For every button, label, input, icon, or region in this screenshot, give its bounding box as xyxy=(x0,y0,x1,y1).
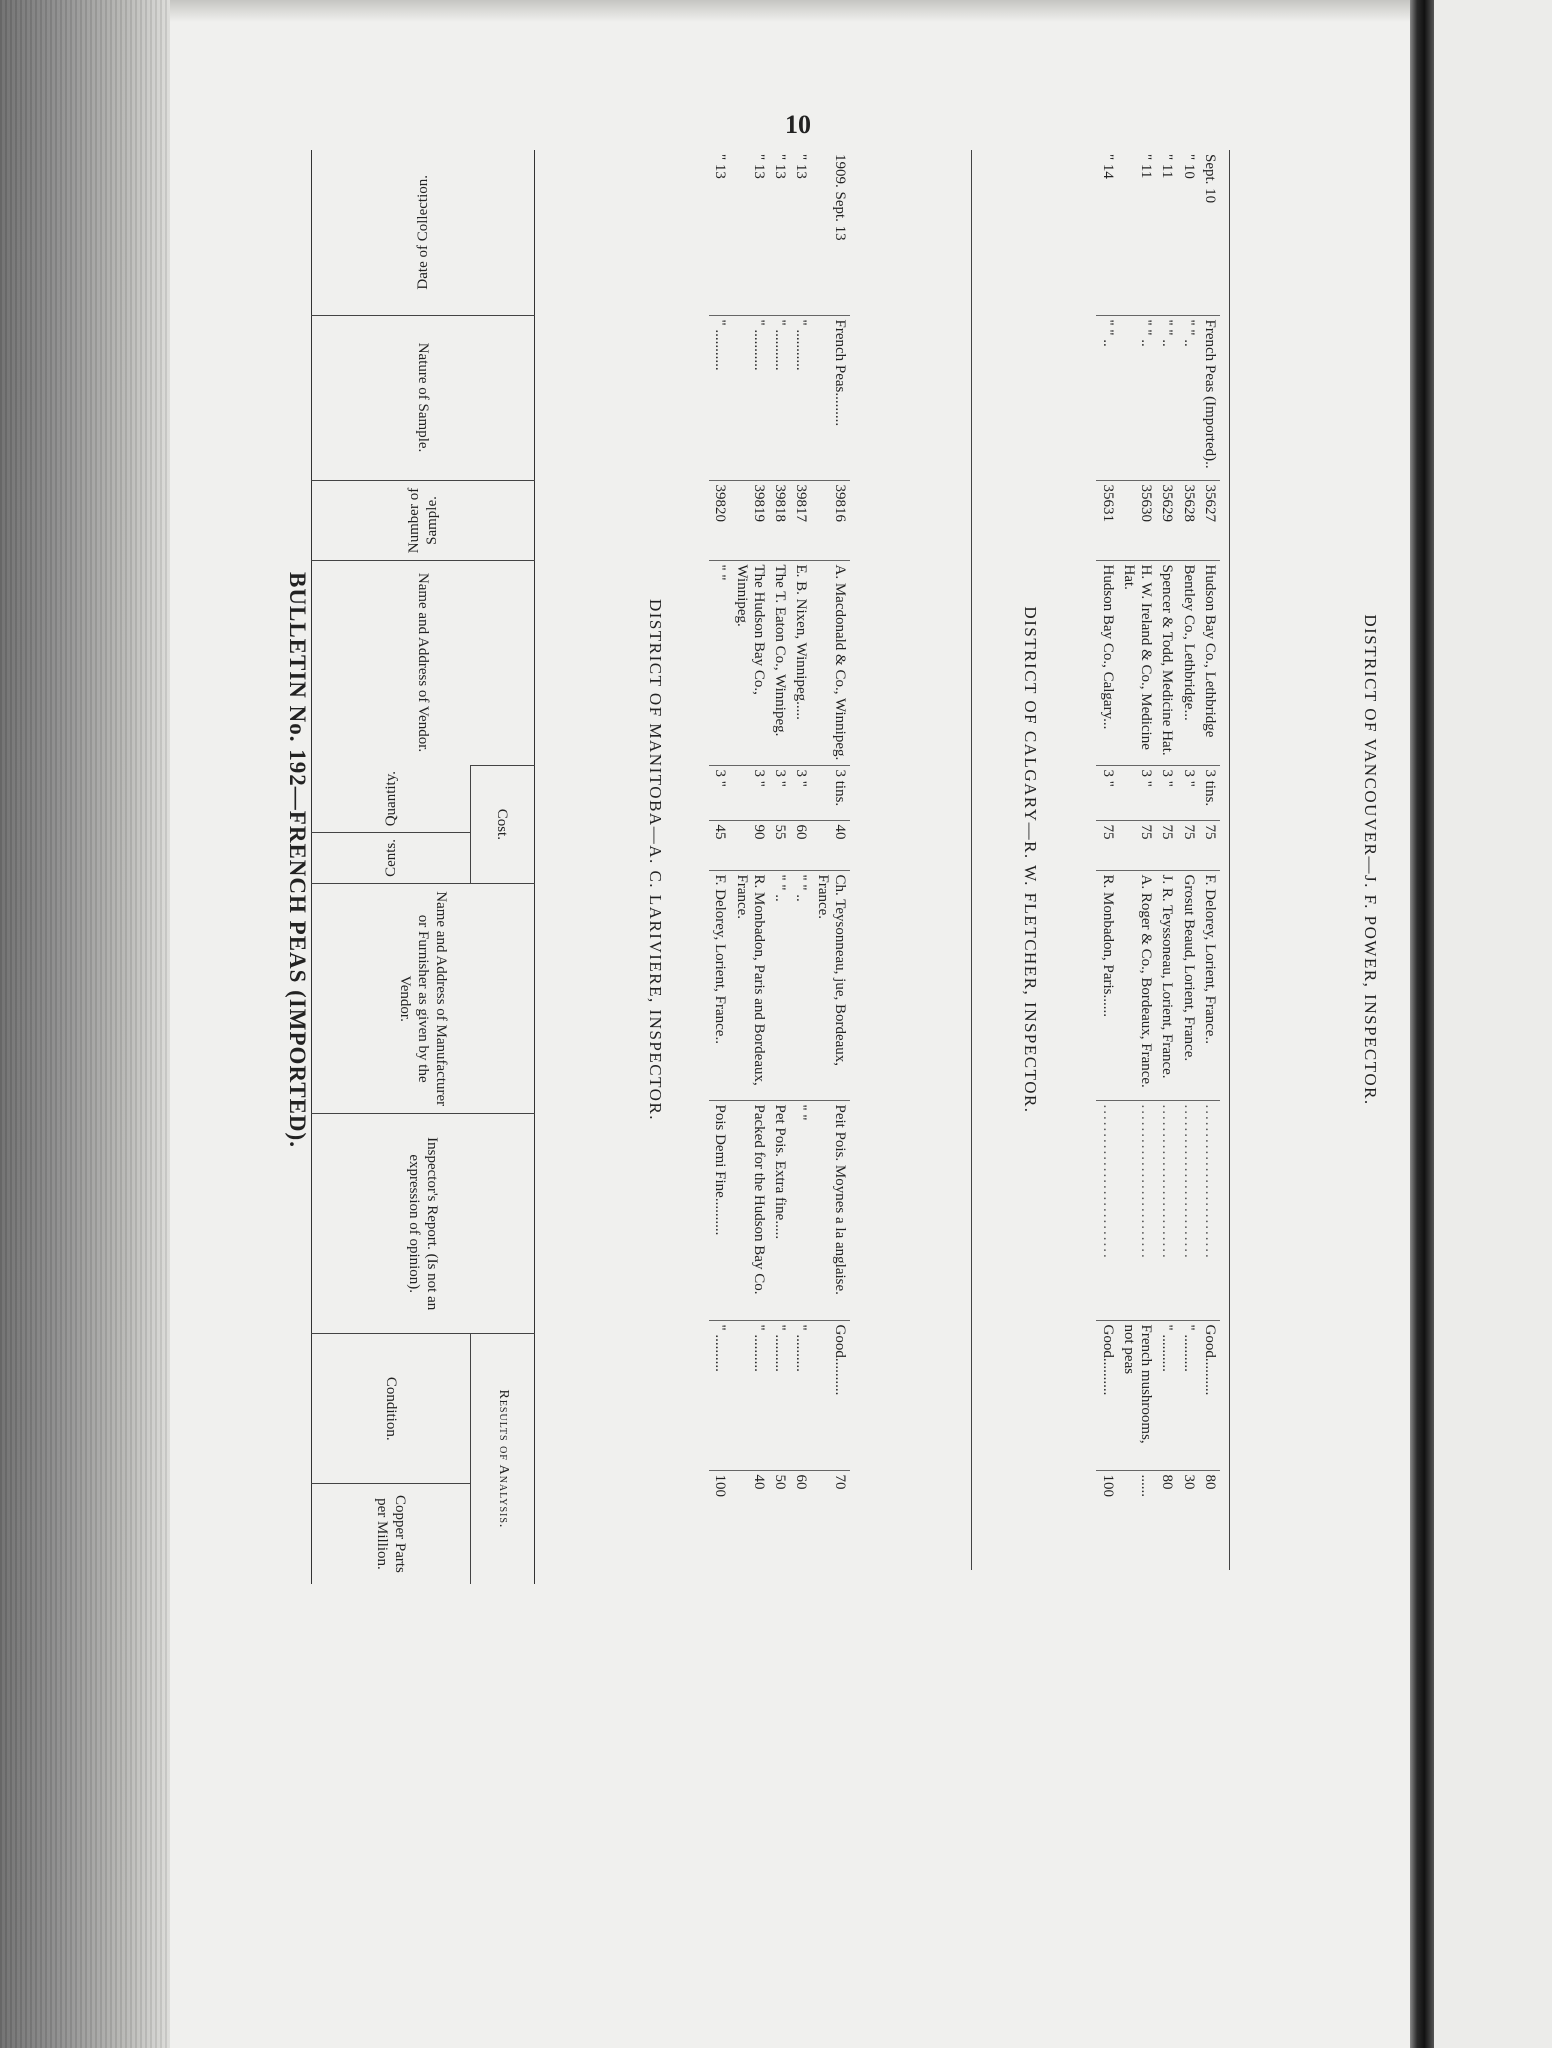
cell-cents: 75 xyxy=(1199,820,1220,870)
table-row xyxy=(1178,150,1199,1570)
cell-vendor: Hudson Bay Co., Lethbridge xyxy=(1199,560,1220,765)
cell-quantity: 3 tins. xyxy=(812,765,851,820)
cell-nature: French Peas (Imported).. xyxy=(1199,315,1220,480)
cell-manufacturer: Grosut Beaud, Lorient, France. xyxy=(1178,870,1199,1100)
table-row xyxy=(1097,150,1118,1570)
cell-vendor: A. Macdonald & Co., Winnipeg. xyxy=(812,560,851,765)
header-report: Inspector's Report. (Is not an expression of opinion). xyxy=(312,1114,535,1334)
cell-report: Pet Pois. Extra fine..... xyxy=(769,1100,790,1320)
cell-report: ........................... xyxy=(1097,1100,1118,1320)
cell-copper: 70 xyxy=(812,1470,851,1570)
cell-date: " 13 xyxy=(772,154,789,179)
cell-quantity: 3 " xyxy=(709,765,730,820)
cell-condition: " .......... xyxy=(790,1320,811,1470)
cell-date: " 13 xyxy=(712,154,729,179)
book-spine-shadow xyxy=(1410,0,1434,2048)
cell-nature: " ........... xyxy=(769,315,790,480)
cell-copper: 60 xyxy=(790,1470,811,1570)
cell-vendor: H. W. Ireland & Co., Medicine Hat. xyxy=(1118,560,1157,765)
cell-cents: 75 xyxy=(1178,820,1199,870)
table-row xyxy=(790,150,811,1570)
footer-district-heading: DISTRICT OF VANCOUVER—J. F. POWER, INSPECTOR. xyxy=(1361,614,1380,1106)
table-row xyxy=(709,150,730,1570)
cell-date: 1909. Sept. 13 xyxy=(832,154,848,241)
cell-manufacturer: R. Monbadon, Paris and Bordeaux, France. xyxy=(731,870,770,1100)
cell-report: ........................... xyxy=(1156,1100,1177,1320)
cell-nature: " " .. xyxy=(1097,315,1118,480)
cell-cents: 75 xyxy=(1156,820,1177,870)
cell-nature: " " .. xyxy=(1156,315,1177,480)
cell-nature: " ........... xyxy=(731,315,770,480)
cell-manufacturer: " " .. xyxy=(769,870,790,1100)
header-vendor: Name and Address of Vendor. xyxy=(312,560,535,765)
cell-date: " 14 xyxy=(1099,154,1116,179)
cell-quantity: 3 tins. xyxy=(1199,765,1220,820)
calgary-table xyxy=(1097,150,1221,1570)
cell-condition: " .......... xyxy=(1156,1320,1177,1470)
facing-page-edge xyxy=(1434,0,1552,2048)
cell-cents: 75 xyxy=(1097,820,1118,870)
cell-copper: 80 xyxy=(1156,1470,1177,1570)
cell-manufacturer: F. Delorey, Lorient, France.. xyxy=(1199,870,1220,1100)
cell-quantity: 3 " xyxy=(769,765,790,820)
header-cost: Cost. xyxy=(471,765,535,884)
cell-condition: " .......... xyxy=(709,1320,730,1470)
rotated-page-content xyxy=(180,150,1380,2030)
cell-copper: 80 xyxy=(1199,1470,1220,1570)
header-copper: Copper Parts per Million. xyxy=(312,1484,471,1584)
cell-report: ........................... xyxy=(1199,1100,1220,1320)
cell-cents: 75 xyxy=(1118,820,1157,870)
cell-report: Peit Pois. Moynes a la anglaise. xyxy=(812,1100,851,1320)
cell-nature: French Peas......... xyxy=(812,315,851,480)
section-rule xyxy=(971,150,972,1570)
cell-vendor: Bentley Co., Lethbridge... xyxy=(1178,560,1199,765)
cell-copper: 100 xyxy=(709,1470,730,1570)
header-manufacturer: Name and Address of Manufacturer or Furnisher as given by the Vendor. xyxy=(312,884,535,1114)
cell-nature: " ........... xyxy=(709,315,730,480)
cell-date: " 11 xyxy=(1138,154,1155,179)
cell-condition: Good.......... xyxy=(1097,1320,1118,1470)
header-cents: Cents. xyxy=(312,833,471,884)
cell-cents: 45 xyxy=(709,820,730,870)
cell-cents: 90 xyxy=(731,820,770,870)
table-header xyxy=(311,150,535,1584)
header-results: Results of Analysis. xyxy=(471,1334,535,1584)
cell-date: " 13 xyxy=(751,154,767,179)
cell-copper: 40 xyxy=(731,1470,770,1570)
cell-vendor: E. B. Nixen, Winnipeg..... xyxy=(790,560,811,765)
cell-number: 39817 xyxy=(790,480,811,560)
cell-number: 39820 xyxy=(709,480,730,560)
table-row xyxy=(1156,150,1177,1570)
cell-number: 35628 xyxy=(1178,480,1199,560)
cell-date: " 10 xyxy=(1180,154,1197,179)
table-row xyxy=(1118,150,1157,1570)
cell-report: ........................... xyxy=(1178,1100,1199,1320)
cell-condition: Good.......... xyxy=(1199,1320,1220,1470)
cell-date: " 11 xyxy=(1159,154,1176,179)
cell-cents: 55 xyxy=(769,820,790,870)
cell-nature: " " .. xyxy=(1178,315,1199,480)
district-calgary-heading: DISTRICT OF CALGARY—R. W. FLETCHER, INSPECTOR. xyxy=(1021,606,1040,1114)
manitoba-table xyxy=(709,150,850,1570)
cell-number: 35629 xyxy=(1156,480,1177,560)
cell-report: Pois Demi Fine.......... xyxy=(709,1100,730,1320)
header-date: Date of Collection. xyxy=(415,174,431,290)
cell-quantity: 3 " xyxy=(1156,765,1177,820)
header-nature: Nature of Sample. xyxy=(312,315,535,480)
cell-copper: 30 xyxy=(1178,1470,1199,1570)
cell-quantity: 3 " xyxy=(1097,765,1118,820)
cell-report: Packed for the Hudson Bay Co. xyxy=(731,1100,770,1320)
cell-nature: " ........... xyxy=(790,315,811,480)
cell-vendor: " " xyxy=(709,560,730,765)
table-row xyxy=(731,150,770,1570)
cell-number: 39816 xyxy=(812,480,851,560)
header-condition: Condition. xyxy=(312,1334,471,1484)
cell-condition: Good.......... xyxy=(812,1320,851,1470)
cell-report: ........................... xyxy=(1118,1100,1157,1320)
cell-number: 35630 xyxy=(1118,480,1157,560)
cell-nature: " " .. xyxy=(1118,315,1157,480)
cell-copper: ...... xyxy=(1118,1470,1157,1570)
cell-cents: 40 xyxy=(812,820,851,870)
cell-condition: " .......... xyxy=(769,1320,790,1470)
cell-number: 35627 xyxy=(1199,480,1220,560)
cell-copper: 50 xyxy=(769,1470,790,1570)
cell-manufacturer: R. Monbadon, Paris...... xyxy=(1097,870,1118,1100)
page-number: 10 xyxy=(785,110,811,139)
cell-copper: 100 xyxy=(1097,1470,1118,1570)
cell-number: 35631 xyxy=(1097,480,1118,560)
cell-manufacturer: J. R. Teyssoneau, Lorient, France. xyxy=(1156,870,1177,1100)
cell-quantity: 3 " xyxy=(1178,765,1199,820)
cell-vendor: The Hudson Bay Co., Winnipeg. xyxy=(731,560,770,765)
table-row xyxy=(812,150,851,1570)
cell-report: " " xyxy=(790,1100,811,1320)
cell-vendor: Spencer & Todd, Medicine Hat. xyxy=(1156,560,1177,765)
cell-quantity: 3 " xyxy=(790,765,811,820)
cell-date: " 13 xyxy=(793,154,810,179)
cell-cents: 60 xyxy=(790,820,811,870)
cell-number: 39818 xyxy=(769,480,790,560)
book-binding-edge xyxy=(0,0,170,2048)
cell-condition: French mushrooms, not peas xyxy=(1118,1320,1157,1470)
bulletin-title: BULLETIN No. 192—FRENCH PEAS (IMPORTED). xyxy=(285,572,310,1148)
header-number: Number of Sample. xyxy=(312,480,535,560)
cell-date: Sept. 10 xyxy=(1202,154,1218,204)
cell-condition: " .......... xyxy=(1178,1320,1199,1470)
table-row xyxy=(1199,150,1220,1570)
cell-manufacturer: F. Delorey, Lorient, France.. xyxy=(709,870,730,1100)
cell-manufacturer: Ch. Teysonneau, jue, Bordeaux, France. xyxy=(812,870,851,1100)
page-top-shadow xyxy=(170,0,1410,22)
header-quantity: Quantity. xyxy=(383,771,399,827)
district-manitoba-heading: DISTRICT OF MANITOBA—A. C. LARIVIERE, INSPECTOR. xyxy=(646,598,665,1122)
cell-condition: " .......... xyxy=(731,1320,770,1470)
cell-quantity: 3 " xyxy=(1118,765,1157,820)
section-rule xyxy=(1229,150,1230,1570)
cell-vendor: The T. Eaton Co., Winnipeg. xyxy=(769,560,790,765)
cell-number: 39819 xyxy=(731,480,770,560)
cell-manufacturer: " " .. xyxy=(790,870,811,1100)
cell-manufacturer: A. Roger & Co., Bordeaux, France. xyxy=(1118,870,1157,1100)
cell-quantity: 3 " xyxy=(731,765,770,820)
cell-vendor: Hudson Bay Co., Calgary... xyxy=(1097,560,1118,765)
table-row xyxy=(769,150,790,1570)
